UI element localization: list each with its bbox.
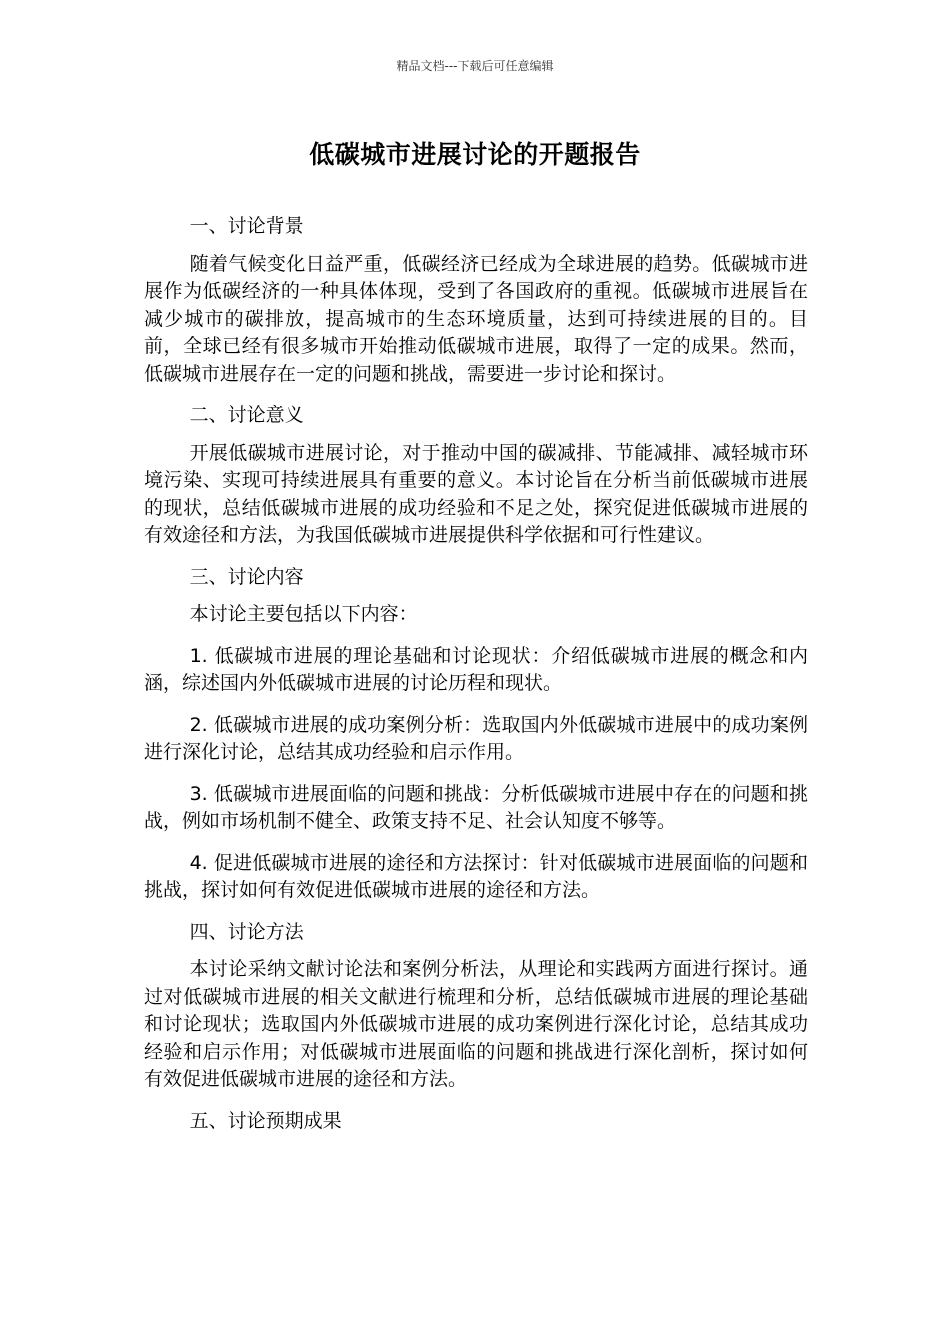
list-item: 4. 促进低碳城市进展的途径和方法探讨：针对低碳城市进展面临的问题和挑战，探讨如何有效促进低碳城市进展的途径和方法。 (144, 851, 808, 901)
section-heading-background: 一、讨论背景 (189, 215, 304, 237)
section-heading-method: 四、讨论方法 (189, 920, 304, 943)
section-heading-significance: 二、讨论意义 (189, 404, 304, 426)
document-body (144, 213, 808, 1145)
page-header: 精品文档---下载后可任意编辑 (396, 59, 554, 73)
section-intro-content: 本讨论主要包括以下内容： (189, 603, 418, 625)
section-heading-content: 三、讨论内容 (189, 565, 304, 588)
list-item: 2. 低碳城市进展的成功案例分析：选取国内外低碳城市进展中的成功案例进行深化讨论，总结其成功经验和启示作用。 (144, 713, 808, 763)
list-item: 1. 低碳城市进展的理论基础和讨论现状：介绍低碳城市进展的概念和内涵，综述国内外低碳城市进展的讨论历程和现状。 (144, 644, 808, 694)
section-paragraph-method: 本讨论采纳文献讨论法和案例分析法，从理论和实践两方面进行探讨。通过对低碳城市进展的相关文献进行梳理和分析，总结低碳城市进展的理论基础和讨论现状；选取国内外低碳城市进展的成功案例进行深化讨论，总结其成功经验和启示作用；对低碳城市进展面临的问题和挑战进行深化剖析，探讨如何有效促进低碳城市进展的途径和方法。 (144, 958, 808, 1090)
section-paragraph-background: 随着气候变化日益严重，低碳经济已经成为全球进展的趋势。低碳城市进展作为低碳经济的一种具体体现，受到了各国政府的重视。低碳城市进展旨在减少城市的碳排放，提高城市的生态环境质量，达到可持续进展的目的。目前，全球已经有很多城市开始推动低碳城市进展，取得了一定的成果。然而，低碳城市进展存在一定的问题和挑战，需要进一步讨论和探讨。 (144, 252, 808, 385)
document-title: 低碳城市进展讨论的开题报告 (309, 140, 641, 169)
section-paragraph-significance: 开展低碳城市进展讨论，对于推动中国的碳减排、节能减排、减轻城市环境污染、实现可持续进展具有重要的意义。本讨论旨在分析当前低碳城市进展的现状，总结低碳城市进展的成功经验和不足之处，探究促进低碳城市进展的有效途径和方法，为我国低碳城市进展提供科学依据和可行性建议。 (144, 441, 808, 546)
list-item: 3. 低碳城市进展面临的问题和挑战：分析低碳城市进展中存在的问题和挑战，例如市场机制不健全、政策支持不足、社会认知度不够等。 (144, 782, 808, 832)
section-heading-outcomes: 五、讨论预期成果 (189, 1109, 342, 1132)
